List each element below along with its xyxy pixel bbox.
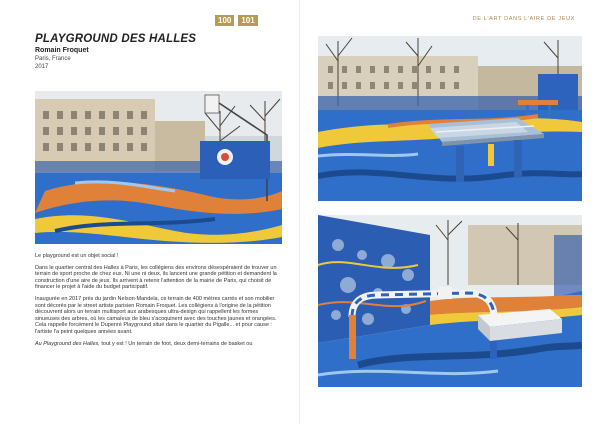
paragraph-project: Inaugurée en 2017 près du jardin Nelson-Mandela, ce terrain de 400 mètres carrés et son mobilier sont décorés par le street artiste parisien Romain Froquet. Les collégiens à l'origine de la pétition découvrent alors un terrain multisport aux arabesques ultra-design qui rappellent les formes sinueuses des arbres, où les camaïeux de bleu s'acoquinent avec des touches jaunes et orangées. Cela rappelle forcément le Dupenré Playground situé dans le quartier du Pigalle... et pour cause : l'artiste l'a peint quelques années avant. (35, 295, 277, 335)
ping-pong-table-photo (318, 36, 582, 201)
page-gutter (299, 0, 300, 424)
paragraph-context: Dans le quartier central des Halles à Paris, les collégiens des environs désespéraient de trouver un terrain de sport proche de chez eux. Ni une ni deux, ils lancent une grande pétition et demandent la construction d'une aire de jeux. Ils arrivent à retenir l'attention de la mairie de Paris, qui choisit de financer le projet à l'aide du budget participatif. (35, 264, 277, 291)
year: 2017 (35, 64, 49, 70)
page-number-right: 101 (238, 15, 257, 26)
basketball-court-photo (35, 91, 282, 244)
page-number-left: 100 (215, 15, 234, 26)
paragraph-features (35, 341, 280, 348)
paragraph-features-text: tout y est ! Un terrain de foot, deux demi-terrains de basket ou (99, 340, 253, 347)
artist-name: Romain Froquet (35, 47, 89, 54)
running-head: DE L'ART DANS L'AIRE DE JEUX (472, 16, 575, 22)
article-title: PLAYGROUND DES HALLES (35, 33, 197, 45)
location: Paris, France (35, 56, 71, 62)
paragraph-intro: Le playground est un objet social ! (35, 253, 119, 259)
bench-and-fence-photo (318, 215, 582, 387)
article-body (35, 253, 280, 352)
emphasis-text: Au Playground des Halles, (35, 340, 100, 347)
page-numbers (215, 15, 258, 26)
